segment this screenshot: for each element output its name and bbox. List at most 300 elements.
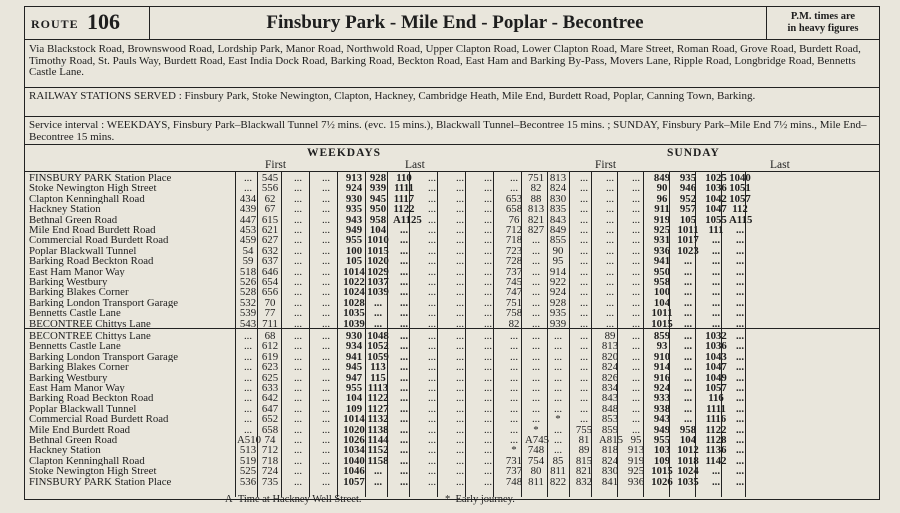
- outbound-time-cell: ...: [321, 224, 331, 236]
- outbound-time-cell: ...: [683, 317, 693, 330]
- outbound-time-cell: 615: [261, 213, 279, 226]
- inbound-time-cell: ...: [243, 402, 253, 415]
- outbound-time-cell: ...: [293, 244, 303, 257]
- inbound-time-cell: ...: [399, 350, 409, 363]
- inbound-time-cell: ...: [553, 340, 563, 353]
- inbound-time-cell: 925: [627, 465, 645, 478]
- inbound-time-cell: 536: [239, 475, 257, 488]
- outbound-time-cell: ...: [321, 307, 331, 320]
- outbound-time-cell: ...: [483, 234, 493, 247]
- service-interval: Service interval : WEEKDAYS, Finsbury Park–Blackwall Tunnel 7½ mins. (evc. 15 mins.), Blackwall Tunnel–Becontree 15 mins. ; SUNDAY, Finsbury Park–Mile End 7½ mins., Mile End–Becontree 15 mins.: [29, 119, 867, 143]
- outbound-time-cell: 824: [549, 182, 567, 195]
- outbound-time-cell: ...: [735, 244, 745, 257]
- inbound-time-cell: 748: [505, 475, 523, 488]
- inbound-time-cell: 941: [345, 350, 363, 363]
- outbound-time-cell: ...: [399, 276, 409, 288]
- outbound-time-cell: 922: [549, 276, 567, 288]
- inbound-time-cell: ...: [553, 423, 563, 436]
- outbound-time-cell: 1010: [367, 234, 389, 247]
- inbound-time-cell: ...: [483, 361, 493, 374]
- inbound-time-cell: ...: [735, 382, 745, 394]
- inbound-time-cell: 109: [345, 402, 363, 415]
- outbound-time-cell: ...: [455, 317, 465, 330]
- inbound-time-cell: 1026: [651, 475, 673, 488]
- sunday-label: SUNDAY: [667, 147, 720, 159]
- outbound-time-cell: ...: [735, 296, 745, 309]
- outbound-time-cell: ...: [483, 307, 493, 320]
- outbound-time-cell: ...: [579, 203, 589, 216]
- inbound-time-cell: *: [511, 444, 517, 457]
- footnote-star: *–Early journey.: [445, 494, 515, 505]
- outbound-time-cell: 1039: [367, 286, 389, 299]
- outbound-time-cell: ...: [735, 276, 745, 288]
- inbound-time-cell: ...: [509, 434, 519, 446]
- outbound-time-cell: 849: [549, 224, 567, 236]
- inbound-time-cell: ...: [399, 330, 409, 342]
- outbound-time-cell: 1122: [393, 203, 415, 216]
- outbound-time-cell: 939: [549, 317, 567, 330]
- outbound-stop-name: Barking Blakes Corner: [29, 287, 129, 298]
- outbound-time-cell: ...: [399, 286, 409, 299]
- inbound-time-cell: 1052: [367, 340, 389, 353]
- inbound-time-cell: 80: [530, 465, 542, 478]
- inbound-time-cell: 1122: [367, 392, 389, 405]
- outbound-time-cell: ...: [579, 276, 589, 288]
- outbound-time-cell: ...: [605, 296, 615, 309]
- inbound-time-cell: 1043: [705, 350, 727, 363]
- inbound-time-cell: ...: [735, 423, 745, 436]
- outbound-time-cell: 1057: [729, 192, 751, 205]
- inbound-time-cell: ...: [553, 330, 563, 342]
- outbound-time-cell: ...: [631, 172, 641, 184]
- inbound-time-cell: ...: [553, 444, 563, 457]
- inbound-time-cell: ...: [711, 465, 721, 478]
- inbound-time-cell: ...: [427, 423, 437, 436]
- inbound-time-cell: 947: [345, 371, 363, 384]
- outbound-time-cell: 919: [653, 213, 671, 226]
- inbound-time-cell: 109: [653, 454, 671, 467]
- outbound-time-cell: 950: [653, 265, 671, 278]
- inbound-time-cell: ...: [399, 454, 409, 467]
- inbound-time-cell: 1144: [367, 434, 389, 446]
- inbound-time-cell: ...: [427, 371, 437, 384]
- outbound-time-cell: ...: [631, 213, 641, 226]
- column-divider: [337, 171, 338, 497]
- inbound-time-cell: 1132: [367, 413, 389, 426]
- outbound-time-cell: ...: [427, 296, 437, 309]
- inbound-time-cell: ...: [531, 361, 541, 374]
- outbound-time-cell: ...: [293, 276, 303, 288]
- inbound-time-cell: ...: [553, 371, 563, 384]
- outbound-time-cell: ...: [531, 265, 541, 278]
- weekdays-label: WEEKDAYS: [307, 147, 382, 159]
- outbound-time-cell: 76: [508, 213, 520, 226]
- outbound-time-cell: 77: [264, 307, 276, 320]
- inbound-time-cell: ...: [735, 392, 745, 405]
- inbound-time-cell: 735: [261, 475, 279, 488]
- inbound-time-cell: *: [533, 423, 539, 436]
- outbound-time-cell: ...: [483, 244, 493, 257]
- inbound-time-cell: 811: [528, 475, 544, 488]
- inbound-stop-name: Bennetts Castle Lane: [29, 341, 121, 352]
- inbound-time-cell: 755: [575, 423, 593, 436]
- column-divider: [365, 171, 366, 497]
- outbound-time-cell: ...: [321, 192, 331, 205]
- inbound-time-cell: ...: [427, 413, 437, 426]
- inbound-time-cell: 1138: [367, 423, 389, 436]
- inbound-stop-name: Barking Westbury: [29, 372, 108, 383]
- outbound-time-cell: 1024: [343, 286, 365, 299]
- inbound-time-cell: 859: [653, 330, 671, 342]
- inbound-time-cell: 1026: [343, 434, 365, 446]
- inbound-time-cell: 93: [656, 340, 668, 353]
- outbound-time-cell: 1025: [705, 172, 727, 184]
- outbound-time-cell: 100: [345, 244, 363, 257]
- outbound-time-cell: ...: [631, 286, 641, 299]
- inbound-time-cell: ...: [683, 382, 693, 394]
- inbound-time-cell: 1036: [705, 340, 727, 353]
- outbound-time-cell: ...: [483, 286, 493, 299]
- outbound-time-cell: 439: [239, 203, 257, 216]
- inbound-time-cell: 1040: [343, 454, 365, 467]
- inbound-time-cell: ...: [509, 392, 519, 405]
- inbound-time-cell: ...: [455, 475, 465, 488]
- inbound-time-cell: ...: [293, 340, 303, 353]
- outbound-time-cell: ...: [293, 224, 303, 236]
- inbound-time-cell: ...: [483, 454, 493, 467]
- outbound-time-cell: ...: [579, 224, 589, 236]
- inbound-time-cell: 612: [261, 340, 279, 353]
- inbound-time-cell: ...: [483, 392, 493, 405]
- outbound-time-cell: ...: [531, 276, 541, 288]
- outbound-time-cell: ...: [293, 286, 303, 299]
- inbound-time-cell: ...: [631, 330, 641, 342]
- inbound-time-cell: ...: [243, 330, 253, 342]
- outbound-time-cell: ...: [483, 182, 493, 195]
- outbound-time-cell: 955: [345, 234, 363, 247]
- outbound-time-cell: ...: [321, 296, 331, 309]
- inbound-time-cell: ...: [321, 330, 331, 342]
- inbound-time-cell: ...: [321, 382, 331, 394]
- outbound-time-cell: 1011: [651, 307, 673, 320]
- outbound-time-cell: ...: [427, 172, 437, 184]
- outbound-time-cell: 745: [505, 276, 523, 288]
- outbound-time-cell: 105: [679, 213, 697, 226]
- inbound-time-cell: ...: [735, 340, 745, 353]
- outbound-time-cell: ...: [605, 172, 615, 184]
- route-number: 106: [87, 9, 120, 34]
- inbound-time-cell: 820: [601, 350, 619, 363]
- outbound-time-cell: ...: [509, 182, 519, 195]
- inbound-time-cell: 853: [601, 413, 619, 426]
- column-divider: [281, 171, 282, 497]
- outbound-time-cell: ...: [579, 213, 589, 226]
- inbound-time-cell: ...: [293, 413, 303, 426]
- inbound-time-cell: ...: [579, 413, 589, 426]
- outbound-time-cell: ...: [531, 234, 541, 247]
- outbound-time-cell: 1015: [651, 317, 673, 330]
- outbound-time-cell: 827: [527, 224, 545, 236]
- inbound-time-cell: ...: [735, 350, 745, 363]
- inbound-time-cell: ...: [735, 454, 745, 467]
- outbound-time-cell: ...: [455, 255, 465, 268]
- inbound-time-cell: ...: [509, 350, 519, 363]
- inbound-time-cell: 938: [653, 402, 671, 415]
- inbound-time-cell: 1020: [343, 423, 365, 436]
- inbound-time-cell: ...: [735, 475, 745, 488]
- inbound-time-cell: ...: [483, 423, 493, 436]
- outbound-time-cell: 935: [549, 307, 567, 320]
- inbound-time-cell: 924: [653, 382, 671, 394]
- inbound-time-cell: 731: [505, 454, 523, 467]
- outbound-time-cell: 518: [239, 265, 257, 278]
- inbound-time-cell: 74: [264, 434, 276, 446]
- outbound-time-cell: ...: [631, 255, 641, 268]
- outbound-time-cell: ...: [321, 265, 331, 278]
- inbound-time-cell: 830: [601, 465, 619, 478]
- outbound-time-cell: 434: [239, 192, 257, 205]
- table-top-rule: [25, 144, 879, 145]
- inbound-time-cell: ...: [373, 475, 383, 488]
- outbound-stop-name: Mile End Road Burdett Road: [29, 225, 156, 236]
- inbound-time-cell: ...: [321, 444, 331, 457]
- timetable-card: [24, 6, 880, 505]
- outbound-time-cell: ...: [455, 203, 465, 216]
- inbound-time-cell: 748: [527, 444, 545, 457]
- outbound-time-cell: 1015: [367, 244, 389, 257]
- outbound-time-cell: ...: [631, 307, 641, 320]
- outbound-time-cell: 813: [527, 203, 545, 216]
- inbound-time-cell: 955: [653, 434, 671, 446]
- outbound-time-cell: ...: [711, 255, 721, 268]
- outbound-time-cell: 447: [239, 213, 257, 226]
- inbound-stop-name: Clapton Kenninghall Road: [29, 455, 145, 467]
- inbound-time-cell: 834: [601, 382, 619, 394]
- outbound-time-cell: 1036: [705, 182, 727, 195]
- inbound-time-cell: ...: [293, 475, 303, 488]
- inbound-time-cell: ...: [243, 361, 253, 374]
- inbound-time-cell: 519: [239, 454, 257, 467]
- pm-note-line1: P.M. times are: [790, 11, 856, 22]
- route-title: Finsbury Park - Mile End - Poplar - Becontree: [266, 12, 644, 33]
- outbound-time-cell: 855: [549, 234, 567, 247]
- outbound-time-cell: ...: [483, 203, 493, 216]
- outbound-time-cell: ...: [579, 172, 589, 184]
- inbound-time-cell: ...: [293, 423, 303, 436]
- inbound-time-cell: 1012: [677, 444, 699, 457]
- outbound-time-cell: 945: [369, 192, 387, 205]
- inbound-time-cell: ...: [483, 330, 493, 342]
- inbound-time-cell: 818: [601, 444, 619, 457]
- outbound-time-cell: ...: [427, 255, 437, 268]
- inbound-time-cell: ...: [427, 392, 437, 405]
- inbound-time-cell: ...: [455, 434, 465, 446]
- outbound-time-cell: ...: [605, 307, 615, 320]
- inbound-time-cell: 933: [653, 392, 671, 405]
- inbound-time-cell: ...: [293, 350, 303, 363]
- outbound-time-cell: 105: [345, 255, 363, 268]
- outbound-time-cell: ...: [293, 255, 303, 268]
- inbound-time-cell: 1128: [705, 434, 727, 446]
- outbound-time-cell: ...: [427, 182, 437, 195]
- inbound-time-cell: ...: [321, 402, 331, 415]
- outbound-time-cell: 930: [345, 192, 363, 205]
- inbound-time-cell: 936: [627, 475, 645, 488]
- inbound-time-cell: ...: [321, 371, 331, 384]
- outbound-time-cell: ...: [531, 255, 541, 268]
- outbound-time-cell: 943: [345, 213, 363, 226]
- outbound-stop-name: East Ham Manor Way: [29, 266, 125, 277]
- inbound-time-cell: 1158: [367, 454, 389, 467]
- outbound-time-cell: 958: [369, 213, 387, 226]
- outbound-time-cell: 67: [264, 203, 276, 216]
- outbound-stop-name: Barking London Transport Garage: [29, 297, 179, 309]
- outbound-time-cell: ...: [735, 307, 745, 320]
- outbound-time-cell: 1040: [729, 172, 751, 184]
- outbound-time-cell: 1022: [343, 276, 365, 288]
- inbound-time-cell: ...: [455, 444, 465, 457]
- outbound-time-cell: ...: [293, 317, 303, 330]
- inbound-time-cell: 916: [653, 371, 671, 384]
- inbound-time-cell: ...: [579, 340, 589, 353]
- outbound-time-cell: ...: [427, 265, 437, 278]
- outbound-time-cell: ...: [455, 234, 465, 247]
- inbound-time-cell: *: [555, 413, 561, 426]
- outbound-time-cell: ...: [455, 172, 465, 184]
- divider: [25, 87, 879, 88]
- outbound-time-cell: 751: [505, 296, 523, 309]
- inbound-stop-name: Hackney Station: [29, 445, 101, 456]
- outbound-time-cell: ...: [427, 234, 437, 247]
- outbound-time-cell: ...: [243, 172, 253, 184]
- outbound-time-cell: ...: [293, 265, 303, 278]
- outbound-time-cell: 935: [345, 203, 363, 216]
- inbound-time-cell: ...: [243, 371, 253, 384]
- inbound-time-cell: ...: [293, 434, 303, 446]
- inbound-time-cell: ...: [483, 465, 493, 478]
- outbound-time-cell: 946: [679, 182, 697, 195]
- outbound-time-cell: 82: [508, 317, 520, 330]
- outbound-time-cell: 1039: [343, 317, 365, 330]
- inbound-time-cell: ...: [631, 340, 641, 353]
- outbound-time-cell: ...: [605, 317, 615, 330]
- inbound-time-cell: ...: [631, 402, 641, 415]
- inbound-time-cell: ...: [509, 371, 519, 384]
- outbound-time-cell: 1011: [677, 224, 699, 236]
- inbound-time-cell: ...: [321, 392, 331, 405]
- outbound-time-cell: A115: [729, 213, 753, 226]
- outbound-time-cell: ...: [579, 234, 589, 247]
- inbound-time-cell: ...: [427, 350, 437, 363]
- outbound-time-cell: ...: [293, 213, 303, 226]
- outbound-time-cell: ...: [711, 234, 721, 247]
- inbound-time-cell: 103: [653, 444, 671, 457]
- inbound-time-cell: ...: [243, 423, 253, 436]
- inbound-stop-name: Poplar Blackwall Tunnel: [29, 403, 137, 415]
- inbound-time-cell: ...: [293, 361, 303, 374]
- inbound-time-cell: ...: [427, 475, 437, 488]
- outbound-time-cell: 1051: [729, 182, 751, 195]
- outbound-time-cell: 653: [505, 192, 523, 205]
- outbound-time-cell: ...: [579, 244, 589, 257]
- outbound-time-cell: ...: [605, 244, 615, 257]
- outbound-time-cell: 728: [505, 255, 523, 268]
- outbound-time-cell: ...: [293, 234, 303, 247]
- inbound-time-cell: ...: [735, 413, 745, 426]
- outbound-time-cell: ...: [399, 224, 409, 236]
- outbound-time-cell: ...: [531, 307, 541, 320]
- outbound-time-cell: ...: [427, 192, 437, 205]
- outbound-time-cell: ...: [683, 296, 693, 309]
- inbound-time-cell: A815: [599, 434, 623, 446]
- inbound-time-cell: 718: [261, 454, 279, 467]
- inbound-time-cell: 652: [261, 413, 279, 426]
- outbound-time-cell: 1047: [705, 203, 727, 216]
- outbound-time-cell: 112: [732, 203, 748, 216]
- outbound-time-cell: 936: [653, 244, 671, 257]
- inbound-time-cell: ...: [373, 465, 383, 478]
- inbound-time-cell: A745: [525, 434, 549, 446]
- outbound-time-cell: ...: [735, 265, 745, 278]
- outbound-time-cell: ...: [427, 244, 437, 257]
- inbound-time-cell: 1057: [705, 382, 727, 394]
- inbound-time-cell: ...: [243, 340, 253, 353]
- column-divider: [569, 171, 570, 497]
- inbound-time-cell: 623: [261, 361, 279, 374]
- outbound-time-cell: 835: [549, 203, 567, 216]
- inbound-time-cell: ...: [509, 413, 519, 426]
- divider: [25, 116, 879, 117]
- outbound-time-cell: ...: [427, 307, 437, 320]
- inbound-time-cell: ...: [427, 340, 437, 353]
- sunday-first-label: First: [595, 159, 617, 171]
- inbound-time-cell: 1142: [705, 454, 727, 467]
- inbound-time-cell: ...: [399, 392, 409, 405]
- outbound-time-cell: ...: [293, 182, 303, 195]
- inbound-time-cell: 1136: [705, 444, 727, 457]
- outbound-time-cell: ...: [631, 265, 641, 278]
- inbound-time-cell: 525: [239, 465, 257, 478]
- sunday-last-label: Last: [770, 159, 790, 171]
- inbound-time-cell: ...: [579, 371, 589, 384]
- inbound-time-cell: ...: [735, 361, 745, 374]
- inbound-time-cell: 1032: [705, 330, 727, 342]
- outbound-time-cell: ...: [455, 182, 465, 195]
- inbound-time-cell: 89: [578, 444, 590, 457]
- inbound-time-cell: 913: [627, 444, 645, 457]
- inbound-time-cell: ...: [631, 382, 641, 394]
- outbound-time-cell: ...: [579, 255, 589, 268]
- outbound-time-cell: ...: [711, 286, 721, 299]
- inbound-time-cell: 821: [575, 465, 593, 478]
- inbound-time-cell: ...: [683, 340, 693, 353]
- inbound-time-cell: ...: [455, 402, 465, 415]
- outbound-time-cell: ...: [455, 276, 465, 288]
- outbound-time-cell: 111: [708, 224, 724, 236]
- outbound-time-cell: ...: [455, 307, 465, 320]
- inbound-time-cell: 945: [345, 361, 363, 374]
- outbound-time-cell: ...: [631, 203, 641, 216]
- outbound-time-cell: 935: [679, 172, 697, 184]
- inbound-time-cell: 910: [653, 350, 671, 363]
- inbound-time-cell: ...: [579, 350, 589, 363]
- outbound-time-cell: ...: [579, 317, 589, 330]
- outbound-time-cell: 70: [264, 296, 276, 309]
- outbound-time-cell: ...: [605, 203, 615, 216]
- outbound-time-cell: ...: [735, 255, 745, 268]
- inbound-time-cell: ...: [631, 350, 641, 363]
- outbound-time-cell: ...: [683, 307, 693, 320]
